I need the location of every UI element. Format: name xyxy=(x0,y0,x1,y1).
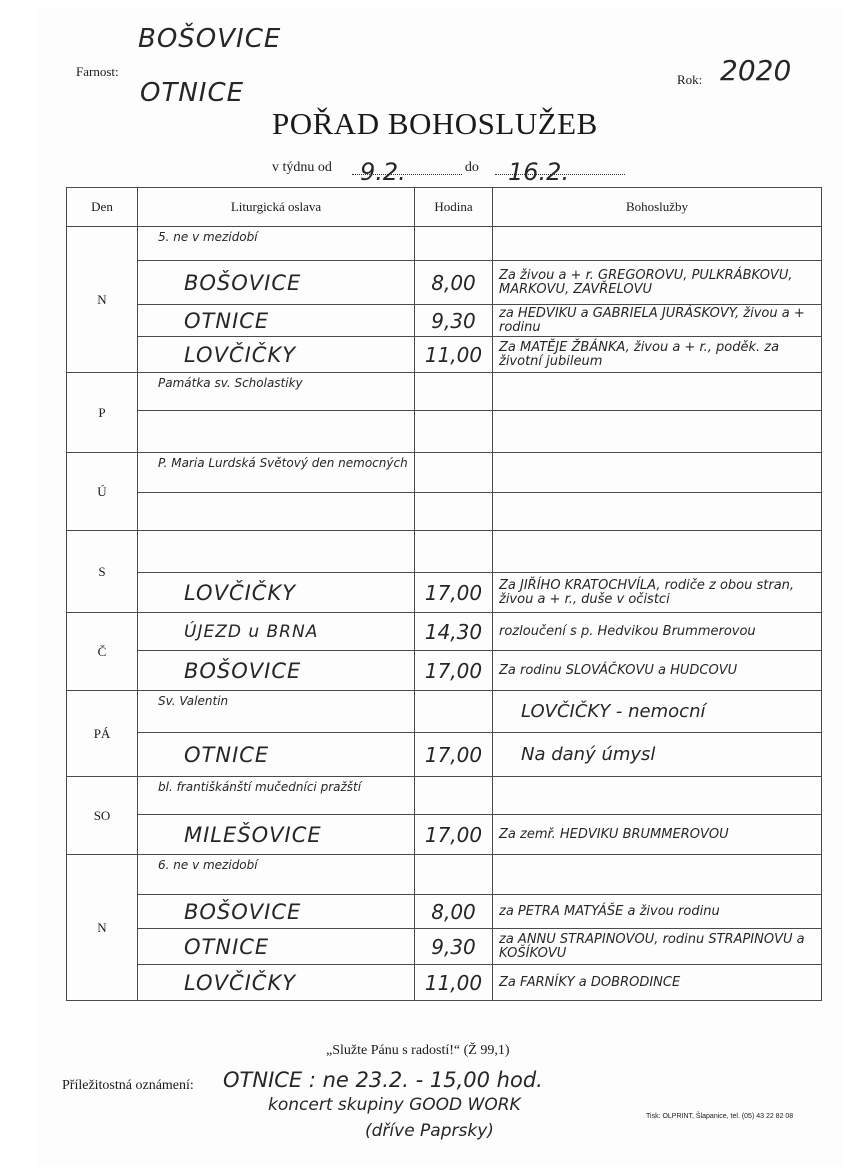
hour-cell: 17,00 xyxy=(415,573,493,613)
day-cell: N xyxy=(67,227,138,373)
day-cell: SO xyxy=(67,777,138,855)
day-cell: PÁ xyxy=(67,691,138,777)
hour-cell xyxy=(415,493,493,531)
table-row xyxy=(67,613,822,651)
week-from-label: v týdnu od xyxy=(272,160,332,175)
hour-cell: 17,00 xyxy=(415,815,493,855)
service-cell: LOVČIČKY - nemocní xyxy=(493,691,822,733)
week-to-value: 16.2. xyxy=(508,158,570,186)
service-cell: za HEDVIKU a GABRIELA JURÁSKOVY, živou a + rodinu xyxy=(493,305,822,337)
service-cell: za ANNU STRAPINOVOU, rodinu STRAPINOVU a KOŠÍKOVU xyxy=(493,929,822,965)
celebration-cell: Památka sv. Scholastiky xyxy=(138,373,415,411)
table-row xyxy=(67,733,822,777)
year-label: Rok: xyxy=(677,72,703,87)
hour-cell xyxy=(415,691,493,733)
motto: „Služte Pánu s radostí!“ (Ž 99,1) xyxy=(326,1043,510,1058)
hour-cell: 9,30 xyxy=(415,929,493,965)
hour-cell xyxy=(415,227,493,261)
table-header-row xyxy=(67,188,822,227)
col-header-hour: Hodina xyxy=(415,188,493,227)
hour-cell: 14,30 xyxy=(415,613,493,651)
table-row xyxy=(67,305,822,337)
day-cell: P xyxy=(67,373,138,453)
hour-cell xyxy=(415,777,493,815)
celebration-cell xyxy=(138,531,415,573)
hour-cell xyxy=(415,855,493,895)
col-header-celebration: Liturgická oslava xyxy=(138,188,415,227)
place-cell: OTNICE xyxy=(138,733,415,777)
service-cell xyxy=(493,531,822,573)
place-cell: BOŠOVICE xyxy=(138,261,415,305)
hour-cell: 9,30 xyxy=(415,305,493,337)
place-cell: LOVČIČKY xyxy=(138,965,415,1001)
table-row xyxy=(67,337,822,373)
table-row xyxy=(67,777,822,815)
announcement-line-3: (dříve Paprsky) xyxy=(365,1121,494,1141)
hour-cell xyxy=(415,453,493,493)
hour-cell: 11,00 xyxy=(415,337,493,373)
place-cell xyxy=(138,493,415,531)
place-cell: OTNICE xyxy=(138,305,415,337)
table-row xyxy=(67,261,822,305)
day-cell: Ú xyxy=(67,453,138,531)
celebration-cell: P. Maria Lurdská Světový den nemocných xyxy=(138,453,415,493)
hour-cell xyxy=(415,531,493,573)
table-row xyxy=(67,929,822,965)
hour-cell: 17,00 xyxy=(415,651,493,691)
service-cell xyxy=(493,855,822,895)
parish-name-1: BOŠOVICE xyxy=(138,24,282,54)
col-header-services: Bohoslužby xyxy=(493,188,822,227)
printer-imprint: Tisk: OLPRINT, Šlapanice, tel. (05) 43 22 82 08 xyxy=(646,1113,794,1120)
place-cell: OTNICE xyxy=(138,929,415,965)
table-row xyxy=(67,895,822,929)
service-cell xyxy=(493,411,822,453)
service-cell xyxy=(493,227,822,261)
place-cell: LOVČIČKY xyxy=(138,337,415,373)
celebration-cell: Sv. Valentin xyxy=(138,691,415,733)
service-cell: Za JIŘÍHO KRATOCHVÍLA, rodiče z obou stran, živou a + r., duše v očistci xyxy=(493,573,822,613)
service-cell xyxy=(493,777,822,815)
hour-cell: 8,00 xyxy=(415,261,493,305)
place-cell: LOVČIČKY xyxy=(138,573,415,613)
table-row xyxy=(67,227,822,261)
celebration-cell: 5. ne v mezidobí xyxy=(138,227,415,261)
hour-cell: 8,00 xyxy=(415,895,493,929)
page-title: POŘAD BOHOSLUŽEB xyxy=(272,106,598,141)
service-cell: Na daný úmysl xyxy=(493,733,822,777)
day-cell: Č xyxy=(67,613,138,691)
table-row xyxy=(67,691,822,733)
hour-cell xyxy=(415,411,493,453)
hour-cell: 11,00 xyxy=(415,965,493,1001)
service-cell: Za FARNÍKY a DOBRODINCE xyxy=(493,965,822,1001)
hour-cell: 17,00 xyxy=(415,733,493,777)
hour-cell xyxy=(415,373,493,411)
farnost-label: Farnost: xyxy=(76,64,119,79)
day-cell: S xyxy=(67,531,138,613)
announcement-label: Příležitostná oznámení: xyxy=(62,1078,194,1093)
place-cell xyxy=(138,411,415,453)
year-value: 2020 xyxy=(720,54,792,87)
service-cell xyxy=(493,453,822,493)
parish-name-2: OTNICE xyxy=(140,78,245,108)
service-cell: za PETRA MATYÁŠE a živou rodinu xyxy=(493,895,822,929)
day-cell: N xyxy=(67,855,138,1001)
service-cell: rozloučení s p. Hedvikou Brummerovou xyxy=(493,613,822,651)
table-row xyxy=(67,531,822,573)
table-row xyxy=(67,373,822,411)
announcement-line-1: OTNICE : ne 23.2. - 15,00 hod. xyxy=(223,1068,543,1092)
service-cell: Za rodinu SLOVÁČKOVU a HUDCOVU xyxy=(493,651,822,691)
service-cell: Za živou a + r. GREGOROVU, PULKRÁBKOVU, MARKOVU, ZAVŘELOVU xyxy=(493,261,822,305)
place-cell: ÚJEZD u BRNA xyxy=(138,613,415,651)
celebration-cell: bl. františkánští mučedníci pražští xyxy=(138,777,415,815)
table-row xyxy=(67,573,822,613)
service-cell: Za MATĚJE ŽBÁNKA, živou a + r., poděk. za životní jubileum xyxy=(493,337,822,373)
service-cell xyxy=(493,373,822,411)
service-cell: Za zemř. HEDVIKU BRUMMEROVOU xyxy=(493,815,822,855)
week-from-value: 9.2. xyxy=(360,158,406,186)
table-row xyxy=(67,651,822,691)
service-cell xyxy=(493,493,822,531)
table-row xyxy=(67,493,822,531)
announcement-line-2: koncert skupiny GOOD WORK xyxy=(268,1095,521,1115)
table-row xyxy=(67,453,822,493)
schedule-table xyxy=(66,187,822,1001)
table-row xyxy=(67,965,822,1001)
table-row xyxy=(67,411,822,453)
place-cell: BOŠOVICE xyxy=(138,651,415,691)
table-row xyxy=(67,855,822,895)
celebration-cell: 6. ne v mezidobí xyxy=(138,855,415,895)
col-header-day: Den xyxy=(67,188,138,227)
table-row xyxy=(67,815,822,855)
week-to-label: do xyxy=(464,160,479,175)
place-cell: BOŠOVICE xyxy=(138,895,415,929)
place-cell: MILEŠOVICE xyxy=(138,815,415,855)
